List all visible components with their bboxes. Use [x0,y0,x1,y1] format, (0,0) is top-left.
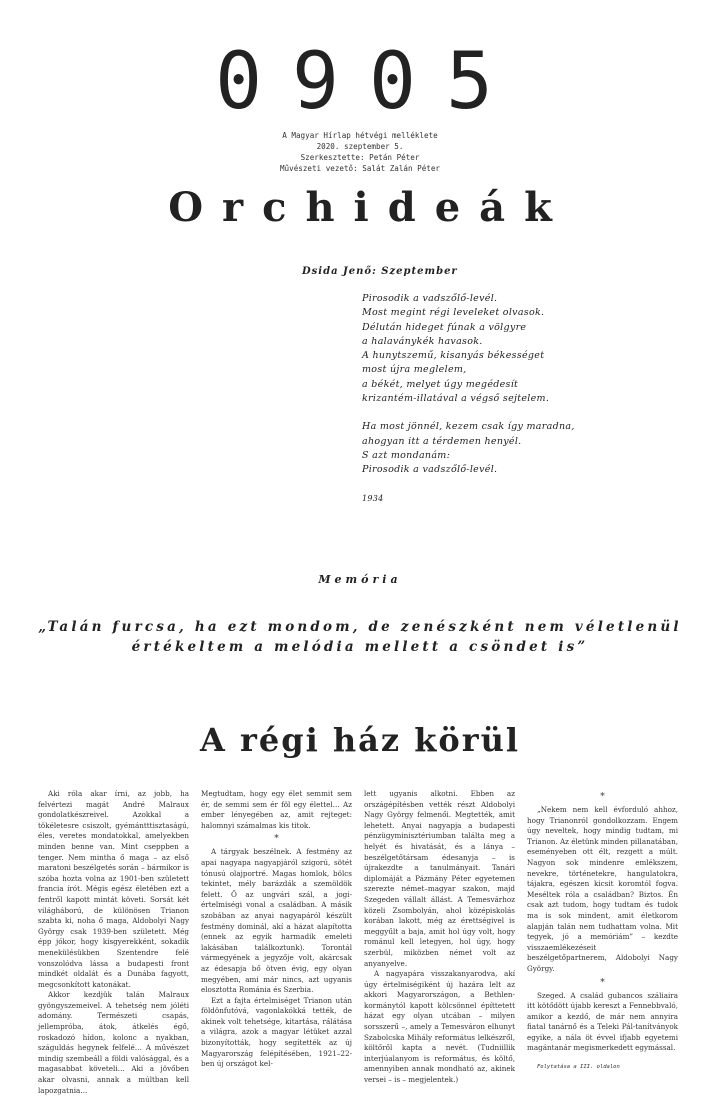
meta-date: 2020. szeptember 5. [316,142,404,151]
paragraph: Megtudtam, hogy egy élet semmit sem ér, de semmi sem ér föl egy élettel… Az ember lényegében az, amit rejteget: halomnyi számalmas kis titok. [201,789,352,830]
meta-art-director: Művészeti vezető: Salát Zalán Péter [279,164,440,173]
paragraph: lett ugyanis alkotni. Ebben az országépítésben vették részt Aldobolyi Nagy György felmenői. Megtették, amit lehetett. Anyai nagyapja a budapesti pénzügyminisztériumban találta meg a helyét és hivatását, és a lánya – beszélgetőtársam édesanyja – is újrakezdte a tanulmányait. Tanári diplomáját a Pázmány Péter egyetemen szerezte német–magyar szakon, majd Szegeden vállalt állást. A Temesvárhoz közeli Zsombolyán, ahol középiskolás korában lakott, még az érettségivel is meggyűlt a baja, amit hol úgy volt, hogy románul kell letegyen, hol úgy, hogy szerbül, miközben német volt az anyanyelve. [364,789,515,968]
poem-year: 1934 [362,493,384,503]
paragraph: „Nekem nem kell évforduló ahhoz, hogy Trianonról gondolkozzam. Engem úgy neveltek, hogy mindig tudtam, mi Trianon. Az életünk minden pillanatában, eseményeben ott élt, rezgett a múlt. Nagyon sok mindenre emlékszem, nevekre, történetekre, hangulatokra, tájakra, egészen kicsit koromtól fogva. Meséltek róla a családban? Biztos. Én csak azt tudom, hogy tudtam és tudok ma is sok mindent, amit életkorom alapján talán nem tudhattam volna. Mit tegyek, jó a memóriám” – kezdte visszaemlékezéseit beszélgetőpartnerem, Aldobolyi Nagy György. [527,805,679,973]
poem-line: krizantém-illatával a végső sejtelem. [362,393,550,405]
poem-line: Pirosodik a vadszőlő-levél. [362,464,498,476]
article-column-3 [364,789,515,1096]
paragraph: Aki róla akar írni, az jobb, ha felvértezi magát André Malraux gondolatkészreivel. Azokkal a tökéletesre csiszolt, gyémántttisztaságú, éles, veretes mondatokkal, amelyekben minden benne van. Mint cseppben a tenger. Nem mintha ő maga – az első maratoni beszélgetés során – bármikor is szóba hozta volna az 1901-ben született francia írót. Mégis egész életében ezt a fentről kapott mintát követi. Sorsát két világháború, de különösen Trianon szabta ki, noha ő maga, Aldobolyi Nagy György csak 1939-ben született. Még épp jókor, hogy kisgyerekként, sokadik menekülésükben Szentendre felé vonszolódva lássa a budapesti front mindkét oldalát és a Dunába fagyott, megcsonkított katonákat. [38,789,189,989]
publication-info [0,130,720,174]
poem [362,292,575,506]
meta-editor: Szerkesztette: Petán Péter [300,153,420,162]
paragraph: Akkor kezdjük talán Malraux gyöngyszemeivel. A tehetség nem jóléti adomány. Természeti csapás, jellempróba, átok, átkelés égő, roskadozó hídon, kolonc a nyakban, száguldás hegynek felfelé… A művészet mindig szembeáll a földi valósággal, és a magasabbat követeli… Aki a jövőben akar olvasni, annak a múltban kell lapozgatnia… [38,990,189,1095]
poem-line: Délután hideget fúnak a völgyre [362,321,527,333]
issue-title: Orchideák [168,184,571,231]
poem-line: Pirosodik a vadszőlő-levél. [362,293,498,304]
article-headline: A régi ház körül [200,721,520,759]
poem-line: ahogyan itt a térdemen henyél. [362,435,522,447]
poem-stanza-1 [362,292,575,406]
paragraph: A nagyapára visszakanyarodva, akí úgy értelmiségiként új hazára lelt az akkori Magyarországon, a Bethlen-kormánytól kapott kölcsönnel építtetett házat egy olyan utcában – milyen sorsszerű –, amely a Temesváron elhunyt Szabolcska Mihály református lelkészről, költőről kapta a nevét. (Tudniillik interjúalanyom is református, és költő, amennyiben annak mondható az, akinek versei – is – megjelentek.) [364,969,515,1085]
paragraph: A tárgyak beszélnek. A festmény az apai nagyapa nagyapjáról szigorú, sötét tónusú olajportré. Magas homlok, bölcs tekintet, mély barázdák a szemöldök felett. Ő az ungvári szál, a jogi-értelmiségi vonal a családban. A másik szobában az anyai nagyapáról készült festmény dominál, akí a házat alapította (ennek az egyik harmadik emeleti lakásában találkoztunk). Torontál vármegyének a jegyzője volt, akárcsak az édesapja bő ötven évig, egy olyan megyében, ami már nincs, azt ugyanis elosztotta Románia és Szerbia. [201,847,352,995]
masthead-logo: 0905 [215,37,523,127]
section-divider-star: * [600,977,605,988]
meta-supplement: A Magyar Hírlap hétvégi melléklete [282,131,438,140]
poem-line: A hunytszemű, kisanyás békességet [362,350,545,362]
pull-quote: „Talán furcsa, ha ezt mondom, de zenészként nem véletlenül értékeltem a melódia mellett a csöndet is” [38,619,682,655]
poem-line: Most megint régi leveleket olvasok. [362,307,545,319]
paragraph: Ezt a fajta értelmiséget Trianon után földönfutóvá, vagonlakókká tették, de akinek volt tehetsége, kitartása, rálátása a világra, azok a magyar létüket azzal bizonyították, hogy segítették az új Magyarország felépítésében, 1921–22-ben új országot kel- [201,995,352,1069]
poem-stanza-2 [362,420,575,477]
poem-line: most újra meglelem, [362,364,467,376]
poem-line: S azt mondanám: [362,449,451,461]
article-column-2 [201,789,352,1096]
section-label: Memória [318,573,402,586]
paragraph: Szeged. A család gubancos száliaira itt kötődött újabb kereszt a Fennebbvaló, amikor a kezdő, de már nem annyira fiatal tanárnő és a Teleki Pál-tanítványok egyike, a nála öt évvel ifjabb egyetemi magántanár megismerkedett egymással. [527,990,678,1053]
article-body [38,789,678,1096]
poem-line: a békét, melyet úgy megédesít [362,378,519,390]
article-column-1 [38,789,189,1096]
section-divider-star: * [600,792,605,802]
poem-line: Ha most jönnél, kezem csak így maradna, [362,421,575,433]
section-divider-star: * [274,834,279,845]
continued-note: Folytatása a III. oldalon [537,1064,620,1071]
article-column-4 [527,789,678,1096]
poem-author: Dsida Jenő: Szeptember [302,266,458,277]
poem-line: a halaványkék havasok. [362,335,483,347]
